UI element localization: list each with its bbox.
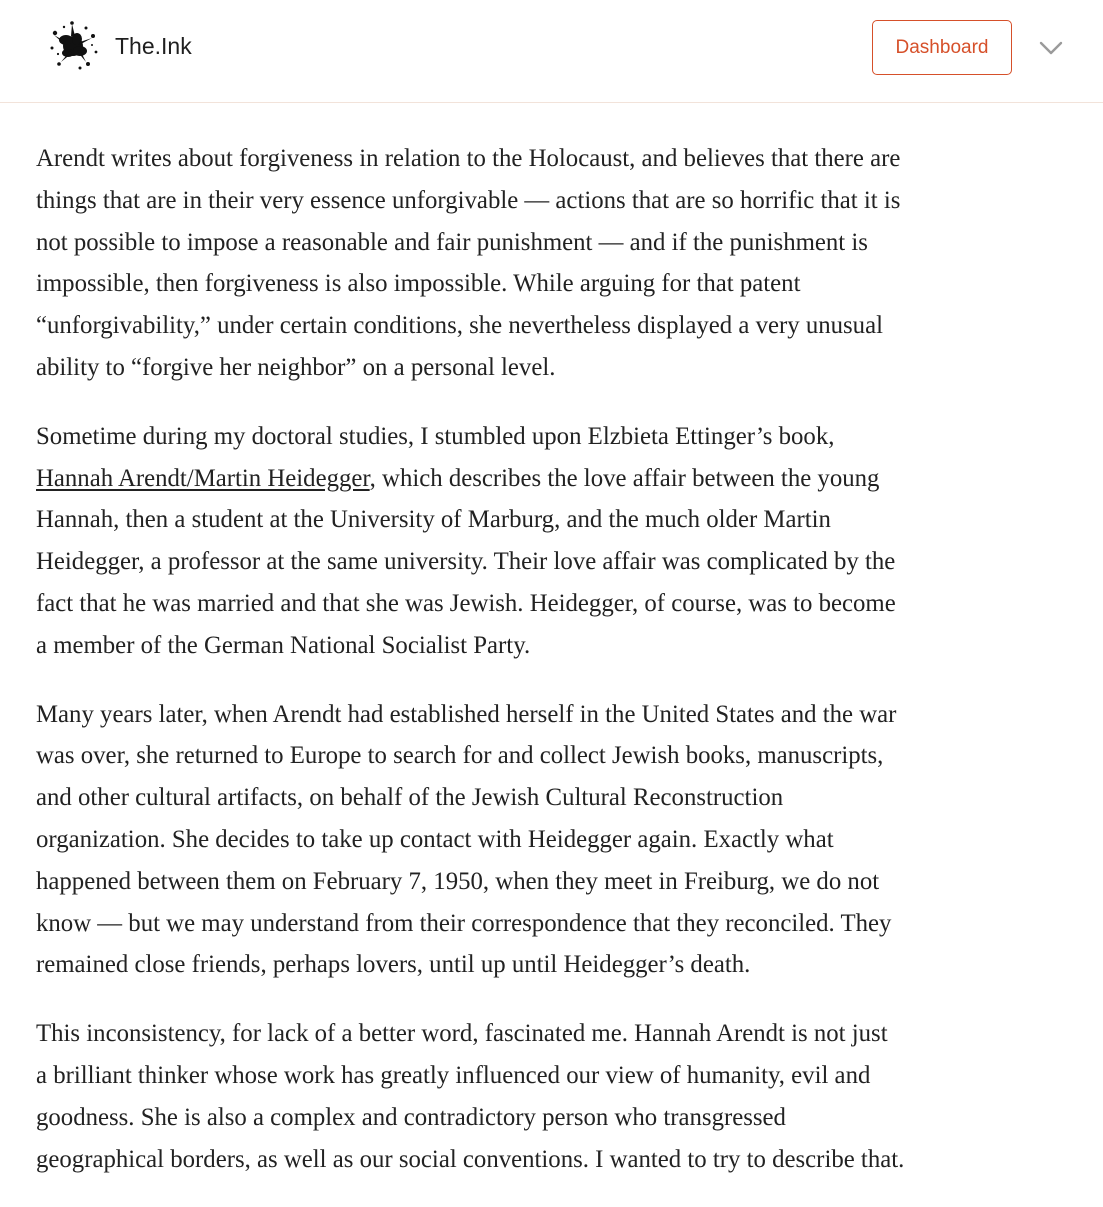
text-line: goodness. She is also a complex and contradictory person who transgressed: [36, 1103, 786, 1131]
paragraph-forgiveness: [36, 138, 1086, 389]
paragraph-inconsistency: [36, 1013, 1086, 1180]
text-line: organization. She decides to take up contact with Heidegger again. Exactly what: [36, 825, 834, 853]
text-line: and other cultural artifacts, on behalf of the Jewish Cultural Reconstruction: [36, 784, 784, 812]
text-line: know — but we may understand from their correspondence that they reconciled. They: [36, 909, 892, 937]
book-link[interactable]: Hannah Arendt/Martin Heidegger: [36, 464, 370, 492]
text-line: remained close friends, perhaps lovers, until up until Heidegger’s death.: [36, 951, 751, 979]
text-line: Arendt writes about forgiveness in relation to the Holocaust, and believes that there are: [36, 145, 901, 172]
text-line: was over, she returned to Europe to search for and collect Jewish books, manuscripts,: [36, 742, 884, 770]
text-line: a member of the German National Socialist Party.: [36, 631, 531, 659]
text-line: fact that he was married and that she was Jewish. Heidegger, of course, was to become: [36, 589, 896, 617]
chevron-down-icon[interactable]: [1038, 38, 1064, 58]
text-line: Hannah, then a student at the University of Marburg, and the much older Martin: [36, 506, 831, 534]
text-line: Many years later, when Arendt had established herself in the United States and the war: [36, 700, 897, 728]
paragraph-reconciliation: [36, 694, 1086, 987]
text-line: Heidegger, a professor at the same university. Their love affair was complicated by the: [36, 548, 896, 576]
dashboard-button[interactable]: Dashboard: [872, 20, 1012, 75]
text-line: This inconsistency, for lack of a better word, fascinated me. Hannah Arendt is not just: [36, 1020, 888, 1048]
paragraph-ettinger-book: [36, 416, 1086, 667]
site-title[interactable]: The.Ink: [115, 33, 192, 59]
text-line: ability to “forgive her neighbor” on a personal level.: [36, 353, 556, 381]
text-fragment: , which describes the love affair between the young: [369, 464, 880, 492]
article-body: [36, 138, 1086, 1207]
text-line: Sometime during my doctoral studies, I stumbled upon Elzbieta Ettinger’s book,: [36, 422, 835, 450]
text-line: geographical borders, as well as our social conventions. I wanted to try to describe that.: [36, 1145, 905, 1173]
text-line: [36, 458, 1086, 500]
top-bar: [0, 0, 1103, 103]
text-line: happened between them on February 7, 1950, when they meet in Freiburg, we do not: [36, 867, 880, 895]
text-line: not possible to impose a reasonable and fair punishment — and if the punishment is: [36, 228, 868, 256]
text-line: a brilliant thinker whose work has greatly influenced our view of humanity, evil and: [36, 1061, 871, 1089]
ink-splat-icon[interactable]: [46, 18, 102, 74]
text-line: things that are in their very essence unforgivable — actions that are so horrific that it is: [36, 186, 901, 214]
text-line: “unforgivability,” under certain conditions, she nevertheless displayed a very unusual: [36, 312, 883, 340]
text-line: impossible, then forgiveness is also impossible. While arguing for that patent: [36, 270, 801, 298]
